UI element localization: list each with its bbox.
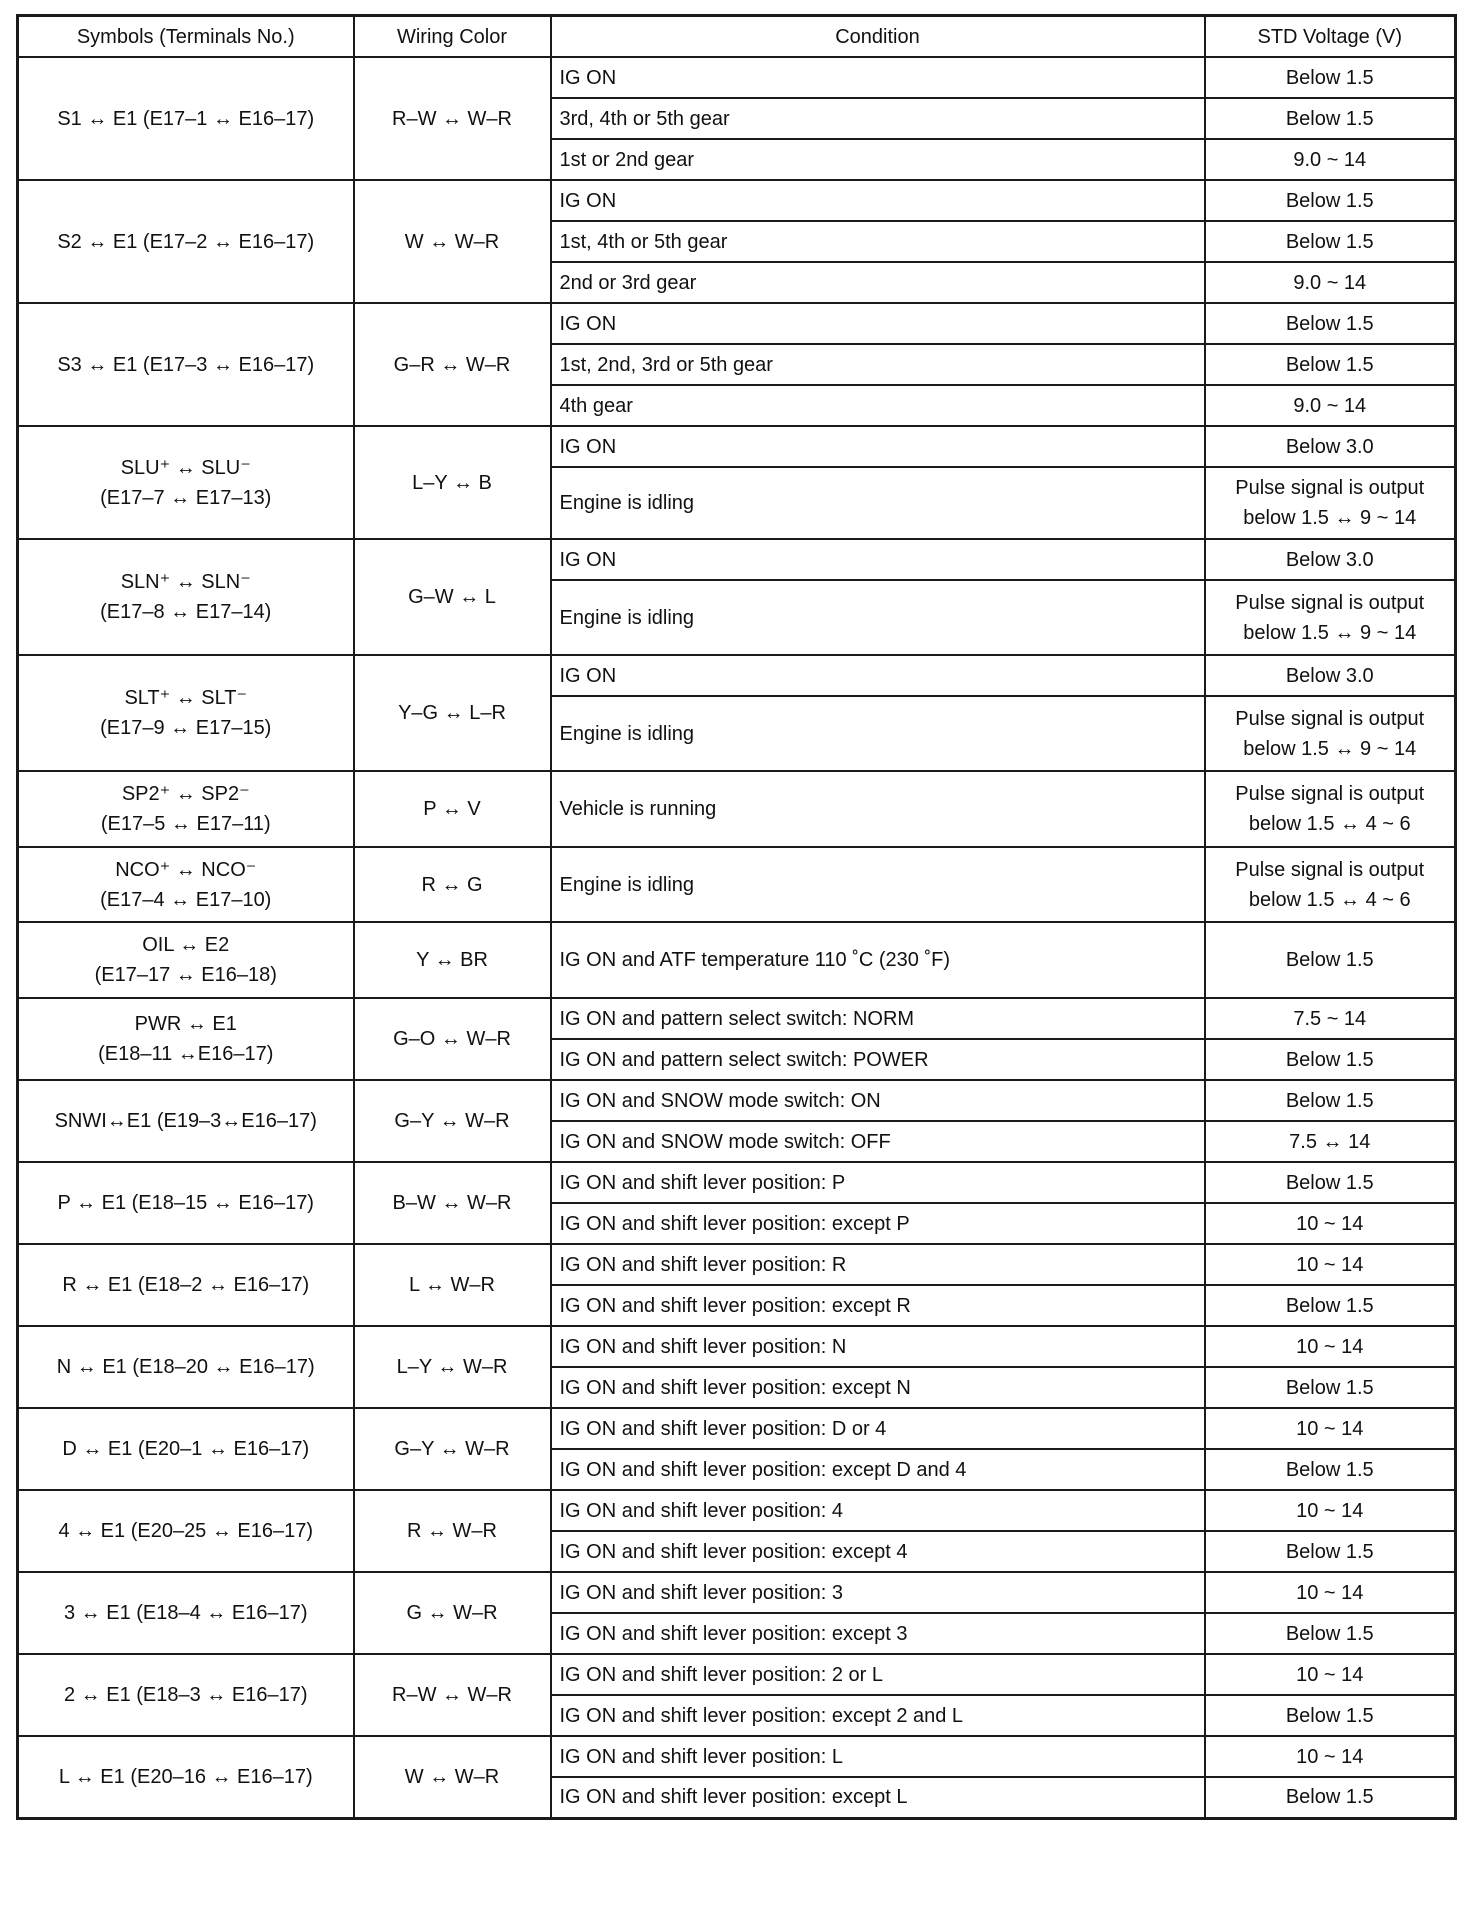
table-row	[18, 1326, 1456, 1367]
terminal-symbol: (E17–7 ↔ E17–13)	[100, 486, 272, 509]
std-voltage-cell	[1205, 1695, 1456, 1736]
header-wiring-color: Wiring Color	[354, 16, 551, 58]
terminal-symbol-cell	[18, 771, 354, 847]
std-voltage-value: Below 1.5	[1285, 1171, 1374, 1194]
std-voltage-value: Below 1.5	[1285, 1786, 1374, 1809]
header-std-voltage: STD Voltage (V)	[1205, 16, 1456, 58]
std-voltage-value: Below 1.5	[1285, 1622, 1374, 1645]
terminal-symbol: SNWI↔E1 (E19–3↔E16–17)	[54, 1110, 317, 1132]
std-voltage-cell	[1205, 1490, 1456, 1531]
std-voltage-cell	[1205, 221, 1456, 262]
terminal-symbol: P ↔ E1 (E18–15 ↔ E16–17)	[57, 1192, 314, 1214]
std-voltage-cell	[1205, 385, 1456, 426]
table-row	[18, 1080, 1456, 1121]
wiring-color-cell: Y–G ↔ L–R	[354, 655, 551, 771]
wiring-color-cell: L ↔ W–R	[354, 1244, 551, 1326]
condition-cell: 4th gear	[551, 385, 1205, 426]
std-voltage-cell	[1205, 467, 1456, 539]
std-voltage-cell	[1205, 1777, 1456, 1818]
wiring-color-cell: G–Y ↔ W–R	[354, 1080, 551, 1162]
std-voltage-value: Below 1.5	[1285, 66, 1374, 89]
terminal-symbol-cell	[18, 180, 354, 303]
wiring-color-cell: L–Y ↔ B	[354, 426, 551, 539]
condition-cell: Engine is idling	[551, 467, 1205, 539]
table-row	[18, 1408, 1456, 1449]
condition-cell: Engine is idling	[551, 580, 1205, 655]
std-voltage-cell	[1205, 1367, 1456, 1408]
std-voltage-value: Below 1.5	[1285, 949, 1374, 971]
spec-sheet	[16, 14, 1454, 1820]
std-voltage-value: Below 1.5	[1285, 1540, 1374, 1563]
terminal-symbol-cell	[18, 998, 354, 1080]
table-row	[18, 1490, 1456, 1531]
terminal-symbol-cell	[18, 1736, 354, 1818]
terminal-symbol: R ↔ E1 (E18–2 ↔ E16–17)	[62, 1274, 310, 1296]
std-voltage-cell	[1205, 1531, 1456, 1572]
condition-cell: IG ON and shift lever position: except N	[551, 1367, 1205, 1408]
std-voltage-value: below 1.5 ↔ 4 ~ 6	[1248, 888, 1411, 911]
std-voltage-cell	[1205, 344, 1456, 385]
std-voltage-cell	[1205, 1203, 1456, 1244]
std-voltage-value: Below 1.5	[1285, 312, 1374, 335]
terminal-symbol: (E18–11 ↔E16–17)	[98, 1043, 274, 1065]
table-row	[18, 539, 1456, 580]
table-row	[18, 1654, 1456, 1695]
std-voltage-cell	[1205, 262, 1456, 303]
wiring-color-cell: R–W ↔ W–R	[354, 57, 551, 180]
condition-cell: IG ON and shift lever position: P	[551, 1162, 1205, 1203]
std-voltage-cell	[1205, 139, 1456, 180]
terminal-symbol-cell	[18, 1654, 354, 1736]
table-row	[18, 1736, 1456, 1777]
table-row	[18, 847, 1456, 922]
std-voltage-cell	[1205, 847, 1456, 922]
std-voltage-value: Below 1.5	[1285, 1376, 1374, 1399]
header-condition: Condition	[551, 16, 1205, 58]
std-voltage-cell	[1205, 303, 1456, 344]
condition-cell: IG ON and shift lever position: R	[551, 1244, 1205, 1285]
condition-cell: Engine is idling	[551, 696, 1205, 771]
std-voltage-value: Pulse signal is output	[1235, 707, 1425, 730]
terminal-symbol: SLT⁺ ↔ SLT⁻	[124, 687, 248, 709]
std-voltage-value: Below 1.5	[1285, 1048, 1374, 1071]
condition-cell: IG ON and shift lever position: except L	[551, 1777, 1205, 1818]
std-voltage-value: Below 1.5	[1285, 1704, 1374, 1727]
terminal-symbol-cell	[18, 539, 354, 655]
wiring-color-cell: R–W ↔ W–R	[354, 1654, 551, 1736]
terminal-symbol: OIL ↔ E2	[142, 934, 230, 956]
condition-cell: IG ON and shift lever position: 4	[551, 1490, 1205, 1531]
table-row	[18, 57, 1456, 98]
std-voltage-value: 9.0 ~ 14	[1293, 394, 1367, 417]
std-voltage-value: 10 ~ 14	[1296, 1212, 1364, 1235]
terminal-symbol-cell	[18, 1326, 354, 1408]
terminal-symbol: (E17–17 ↔ E16–18)	[94, 964, 277, 986]
table-row	[18, 771, 1456, 847]
condition-cell: IG ON and shift lever position: 2 or L	[551, 1654, 1205, 1695]
std-voltage-value: 10 ~ 14	[1296, 1335, 1364, 1358]
std-voltage-value: Pulse signal is output	[1235, 477, 1425, 499]
std-voltage-cell	[1205, 655, 1456, 696]
condition-cell: 1st, 2nd, 3rd or 5th gear	[551, 344, 1205, 385]
std-voltage-value: Below 1.5	[1285, 1089, 1374, 1112]
terminal-symbol-cell	[18, 426, 354, 539]
std-voltage-cell	[1205, 580, 1456, 655]
condition-cell: IG ON and shift lever position: except R	[551, 1285, 1205, 1326]
std-voltage-value: Below 3.0	[1285, 435, 1374, 458]
terminal-symbol: (E17–4 ↔ E17–10)	[100, 888, 272, 911]
terminal-symbol: (E17–9 ↔ E17–15)	[100, 717, 272, 739]
std-voltage-cell	[1205, 539, 1456, 580]
condition-cell: IG ON and shift lever position: except 2 and L	[551, 1695, 1205, 1736]
condition-cell: IG ON and pattern select switch: POWER	[551, 1039, 1205, 1080]
condition-cell: IG ON	[551, 303, 1205, 344]
std-voltage-value: Below 1.5	[1285, 353, 1374, 376]
terminal-symbol: SLU⁺ ↔ SLU⁻	[120, 456, 251, 479]
std-voltage-cell	[1205, 1039, 1456, 1080]
std-voltage-cell	[1205, 696, 1456, 771]
std-voltage-cell	[1205, 922, 1456, 998]
std-voltage-cell	[1205, 57, 1456, 98]
std-voltage-value: Below 1.5	[1285, 107, 1374, 130]
table-row	[18, 180, 1456, 221]
std-voltage-value: 10 ~ 14	[1296, 1663, 1364, 1686]
terminal-symbol-cell	[18, 1080, 354, 1162]
terminal-symbol: S2 ↔ E1 (E17–2 ↔ E16–17)	[57, 230, 315, 253]
terminal-symbol-cell	[18, 655, 354, 771]
condition-cell: IG ON and shift lever position: N	[551, 1326, 1205, 1367]
std-voltage-value: Below 3.0	[1285, 664, 1374, 687]
condition-cell: IG ON and shift lever position: except D and 4	[551, 1449, 1205, 1490]
std-voltage-value: Below 1.5	[1285, 1294, 1374, 1317]
std-voltage-value: below 1.5 ↔ 9 ~ 14	[1243, 621, 1417, 644]
condition-cell: 1st or 2nd gear	[551, 139, 1205, 180]
std-voltage-value: 9.0 ~ 14	[1293, 148, 1367, 171]
table-body	[18, 57, 1456, 1818]
std-voltage-value: 7.5 ↔ 14	[1289, 1130, 1371, 1153]
std-voltage-value: 10 ~ 14	[1296, 1417, 1364, 1440]
condition-cell: IG ON and shift lever position: D or 4	[551, 1408, 1205, 1449]
condition-cell: IG ON	[551, 57, 1205, 98]
std-voltage-value: 10 ~ 14	[1296, 1253, 1364, 1276]
std-voltage-cell	[1205, 1654, 1456, 1695]
terminal-symbol-cell	[18, 57, 354, 180]
std-voltage-value: 10 ~ 14	[1296, 1581, 1364, 1604]
std-voltage-cell	[1205, 98, 1456, 139]
condition-cell: IG ON and shift lever position: 3	[551, 1572, 1205, 1613]
terminal-symbol-cell	[18, 1162, 354, 1244]
table-row	[18, 922, 1456, 998]
condition-cell: IG ON	[551, 539, 1205, 580]
wiring-color-cell: Y ↔ BR	[354, 922, 551, 998]
std-voltage-cell	[1205, 1736, 1456, 1777]
wiring-color-cell: G–R ↔ W–R	[354, 303, 551, 426]
wiring-color-cell: L–Y ↔ W–R	[354, 1326, 551, 1408]
table-row	[18, 303, 1456, 344]
terminal-symbol: 2 ↔ E1 (E18–3 ↔ E16–17)	[64, 1684, 308, 1706]
std-voltage-value: below 1.5 ↔ 9 ~ 14	[1243, 507, 1417, 529]
terminal-symbol: (E17–5 ↔ E17–11)	[100, 813, 271, 835]
wiring-color-cell: W ↔ W–R	[354, 180, 551, 303]
condition-cell: IG ON and shift lever position: L	[551, 1736, 1205, 1777]
condition-cell: IG ON	[551, 655, 1205, 696]
wiring-color-cell: R ↔ G	[354, 847, 551, 922]
table-row	[18, 998, 1456, 1039]
terminal-symbol: 3 ↔ E1 (E18–4 ↔ E16–17)	[64, 1602, 308, 1624]
std-voltage-cell	[1205, 998, 1456, 1039]
std-voltage-cell	[1205, 1244, 1456, 1285]
table-row	[18, 1162, 1456, 1203]
terminal-symbol-cell	[18, 922, 354, 998]
terminal-voltage-table	[16, 14, 1457, 1820]
std-voltage-cell	[1205, 1121, 1456, 1162]
std-voltage-cell	[1205, 1613, 1456, 1654]
wiring-color-cell: P ↔ V	[354, 771, 551, 847]
std-voltage-value: Pulse signal is output	[1235, 591, 1425, 614]
std-voltage-value: below 1.5 ↔ 4 ~ 6	[1248, 813, 1411, 835]
std-voltage-cell	[1205, 1408, 1456, 1449]
condition-cell: IG ON and ATF temperature 110 ˚C (230 ˚F)	[551, 922, 1205, 998]
wiring-color-cell: G ↔ W–R	[354, 1572, 551, 1654]
condition-cell: IG ON	[551, 180, 1205, 221]
wiring-color-cell: R ↔ W–R	[354, 1490, 551, 1572]
condition-cell: IG ON and SNOW mode switch: ON	[551, 1080, 1205, 1121]
terminal-symbol: SP2⁺ ↔ SP2⁻	[121, 783, 250, 805]
terminal-symbol-cell	[18, 303, 354, 426]
std-voltage-value: 9.0 ~ 14	[1293, 271, 1367, 294]
terminal-symbol: N ↔ E1 (E18–20 ↔ E16–17)	[56, 1356, 315, 1378]
std-voltage-cell	[1205, 1449, 1456, 1490]
condition-cell: IG ON and shift lever position: except 3	[551, 1613, 1205, 1654]
std-voltage-cell	[1205, 426, 1456, 467]
terminal-symbol-cell	[18, 1490, 354, 1572]
table-row	[18, 426, 1456, 467]
condition-cell: Vehicle is running	[551, 771, 1205, 847]
wiring-color-cell: G–O ↔ W–R	[354, 998, 551, 1080]
std-voltage-cell	[1205, 1572, 1456, 1613]
wiring-color-cell: W ↔ W–R	[354, 1736, 551, 1818]
std-voltage-value: 7.5 ~ 14	[1293, 1007, 1367, 1030]
condition-cell: 2nd or 3rd gear	[551, 262, 1205, 303]
std-voltage-value: 10 ~ 14	[1296, 1745, 1364, 1768]
std-voltage-value: 10 ~ 14	[1296, 1499, 1364, 1522]
table-row	[18, 655, 1456, 696]
terminal-symbol-cell	[18, 1572, 354, 1654]
std-voltage-value: Below 1.5	[1285, 1458, 1374, 1481]
condition-cell: 1st, 4th or 5th gear	[551, 221, 1205, 262]
std-voltage-cell	[1205, 1326, 1456, 1367]
condition-cell: IG ON	[551, 426, 1205, 467]
terminal-symbol: SLN⁺ ↔ SLN⁻	[120, 571, 251, 593]
std-voltage-value: Below 3.0	[1285, 548, 1374, 571]
std-voltage-cell	[1205, 1285, 1456, 1326]
wiring-color-cell: B–W ↔ W–R	[354, 1162, 551, 1244]
std-voltage-cell	[1205, 1080, 1456, 1121]
terminal-symbol: (E17–8 ↔ E17–14)	[100, 601, 272, 623]
wiring-color-cell: G–Y ↔ W–R	[354, 1408, 551, 1490]
condition-cell: IG ON and shift lever position: except P	[551, 1203, 1205, 1244]
terminal-symbol-cell	[18, 1408, 354, 1490]
terminal-symbol: S3 ↔ E1 (E17–3 ↔ E16–17)	[57, 353, 315, 376]
terminal-symbol: PWR ↔ E1	[134, 1013, 237, 1035]
terminal-symbol-cell	[18, 847, 354, 922]
std-voltage-value: Below 1.5	[1285, 230, 1374, 253]
condition-cell: IG ON and shift lever position: except 4	[551, 1531, 1205, 1572]
std-voltage-value: below 1.5 ↔ 9 ~ 14	[1243, 737, 1417, 760]
terminal-symbol: NCO⁺ ↔ NCO⁻	[115, 858, 257, 881]
wiring-color-cell: G–W ↔ L	[354, 539, 551, 655]
header-row	[18, 16, 1456, 58]
table-row	[18, 1244, 1456, 1285]
std-voltage-cell	[1205, 1162, 1456, 1203]
condition-cell: 3rd, 4th or 5th gear	[551, 98, 1205, 139]
std-voltage-value: Pulse signal is output	[1235, 858, 1425, 881]
std-voltage-value: Below 1.5	[1285, 189, 1374, 212]
condition-cell: Engine is idling	[551, 847, 1205, 922]
condition-cell: IG ON and SNOW mode switch: OFF	[551, 1121, 1205, 1162]
terminal-symbol: 4 ↔ E1 (E20–25 ↔ E16–17)	[58, 1520, 314, 1542]
std-voltage-cell	[1205, 771, 1456, 847]
std-voltage-value: Pulse signal is output	[1235, 783, 1425, 805]
terminal-symbol: L ↔ E1 (E20–16 ↔ E16–17)	[58, 1765, 313, 1788]
table-row	[18, 1572, 1456, 1613]
terminal-symbol: S1 ↔ E1 (E17–1 ↔ E16–17)	[57, 107, 315, 130]
condition-cell: IG ON and pattern select switch: NORM	[551, 998, 1205, 1039]
header-symbols: Symbols (Terminals No.)	[18, 16, 354, 58]
std-voltage-cell	[1205, 180, 1456, 221]
terminal-symbol-cell	[18, 1244, 354, 1326]
terminal-symbol: D ↔ E1 (E20–1 ↔ E16–17)	[62, 1438, 310, 1460]
